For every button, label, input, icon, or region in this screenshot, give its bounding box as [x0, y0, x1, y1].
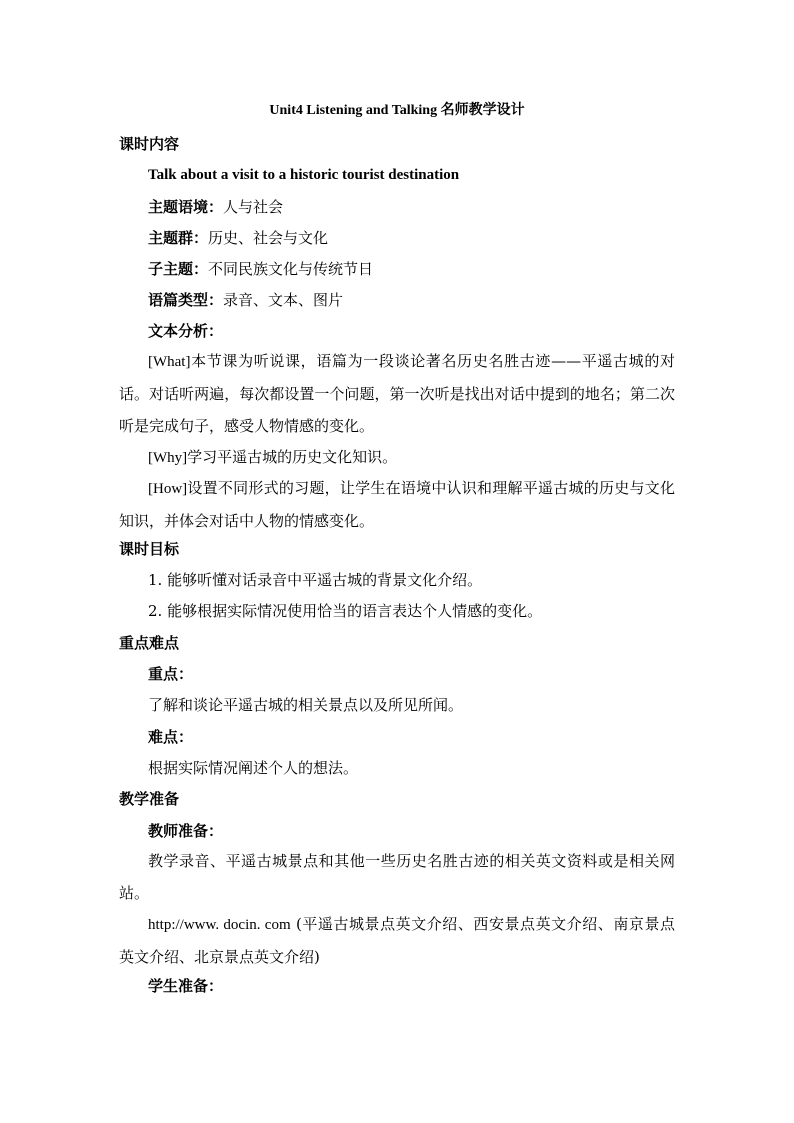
group-row [148, 227, 328, 249]
section-heading-lesson-content: 课时内容 [119, 135, 180, 153]
what-paragraph [119, 345, 675, 442]
what-text: 本节课为听说课，语篇为一段谈论著名历史名胜古迹——平遥古城的对话。对话听两遍，每次都设置一个问题，第一次听是找出对话中提到的地名；第二次听是完成句子，感受人物情感的变化。 [119, 352, 675, 435]
analysis-label: 文本分析： [148, 322, 224, 340]
teacher-prep-text: 教学录音、平遥古城景点和其他一些历史名胜古迹的相关英文资料或是相关网站。 [119, 852, 675, 902]
lesson-topic: Talk about a visit to a historic tourist destination [148, 167, 460, 183]
subtheme-row [148, 258, 373, 280]
difficult-label: 难点： [148, 728, 194, 746]
how-text: 设置不同形式的习题，让学生在语境中认识和理解平遥古城的历史与文化知识，并体会对话中人物的情感变化。 [119, 479, 675, 530]
resource-url: http://www. docin. com [148, 917, 291, 933]
student-prep-label: 学生准备： [148, 977, 224, 995]
section-heading-key-points: 重点难点 [119, 634, 180, 652]
context-value: 人与社会 [223, 198, 284, 216]
context-row [148, 196, 283, 218]
url-paragraph [119, 908, 675, 973]
context-label: 主题语境： [148, 198, 224, 216]
subtheme-label: 子主题： [148, 260, 209, 278]
how-tag: [How] [148, 481, 188, 497]
subtheme-value: 不同民族文化与传统节日 [208, 260, 374, 278]
section-heading-preparation: 教学准备 [119, 790, 180, 808]
why-tag: [Why] [148, 450, 188, 466]
group-value: 历史、社会与文化 [208, 229, 329, 247]
group-label: 主题群： [148, 229, 209, 247]
text-type-row [148, 289, 343, 311]
resource-url-note: (平遥古城景点英文介绍、西安景点英文介绍、南京景点英文介绍、北京景点英文介绍) [119, 915, 676, 966]
objective-item-1: 1. 能够听懂对话录音中平遥古城的背景文化介绍。 [148, 571, 483, 589]
objective-item-2: 2. 能够根据实际情况使用恰当的语言表达个人情感的变化。 [148, 602, 543, 620]
text-type-value: 录音、文本、图片 [223, 291, 344, 309]
key-text: 了解和谈论平遥古城的相关景点以及所见所闻。 [148, 696, 464, 714]
why-text: 学习平遥古城的历史文化知识。 [187, 448, 398, 466]
why-paragraph [119, 441, 675, 474]
page-title: Unit4 Listening and Talking 名师教学设计 [269, 103, 525, 118]
how-paragraph [119, 472, 675, 537]
difficult-text: 根据实际情况阐述个人的想法。 [148, 759, 359, 777]
what-tag: [What] [148, 354, 191, 370]
teacher-prep-label: 教师准备： [148, 822, 224, 840]
text-type-label: 语篇类型： [148, 291, 224, 309]
section-heading-objectives: 课时目标 [119, 540, 180, 558]
key-label: 重点： [148, 665, 194, 683]
